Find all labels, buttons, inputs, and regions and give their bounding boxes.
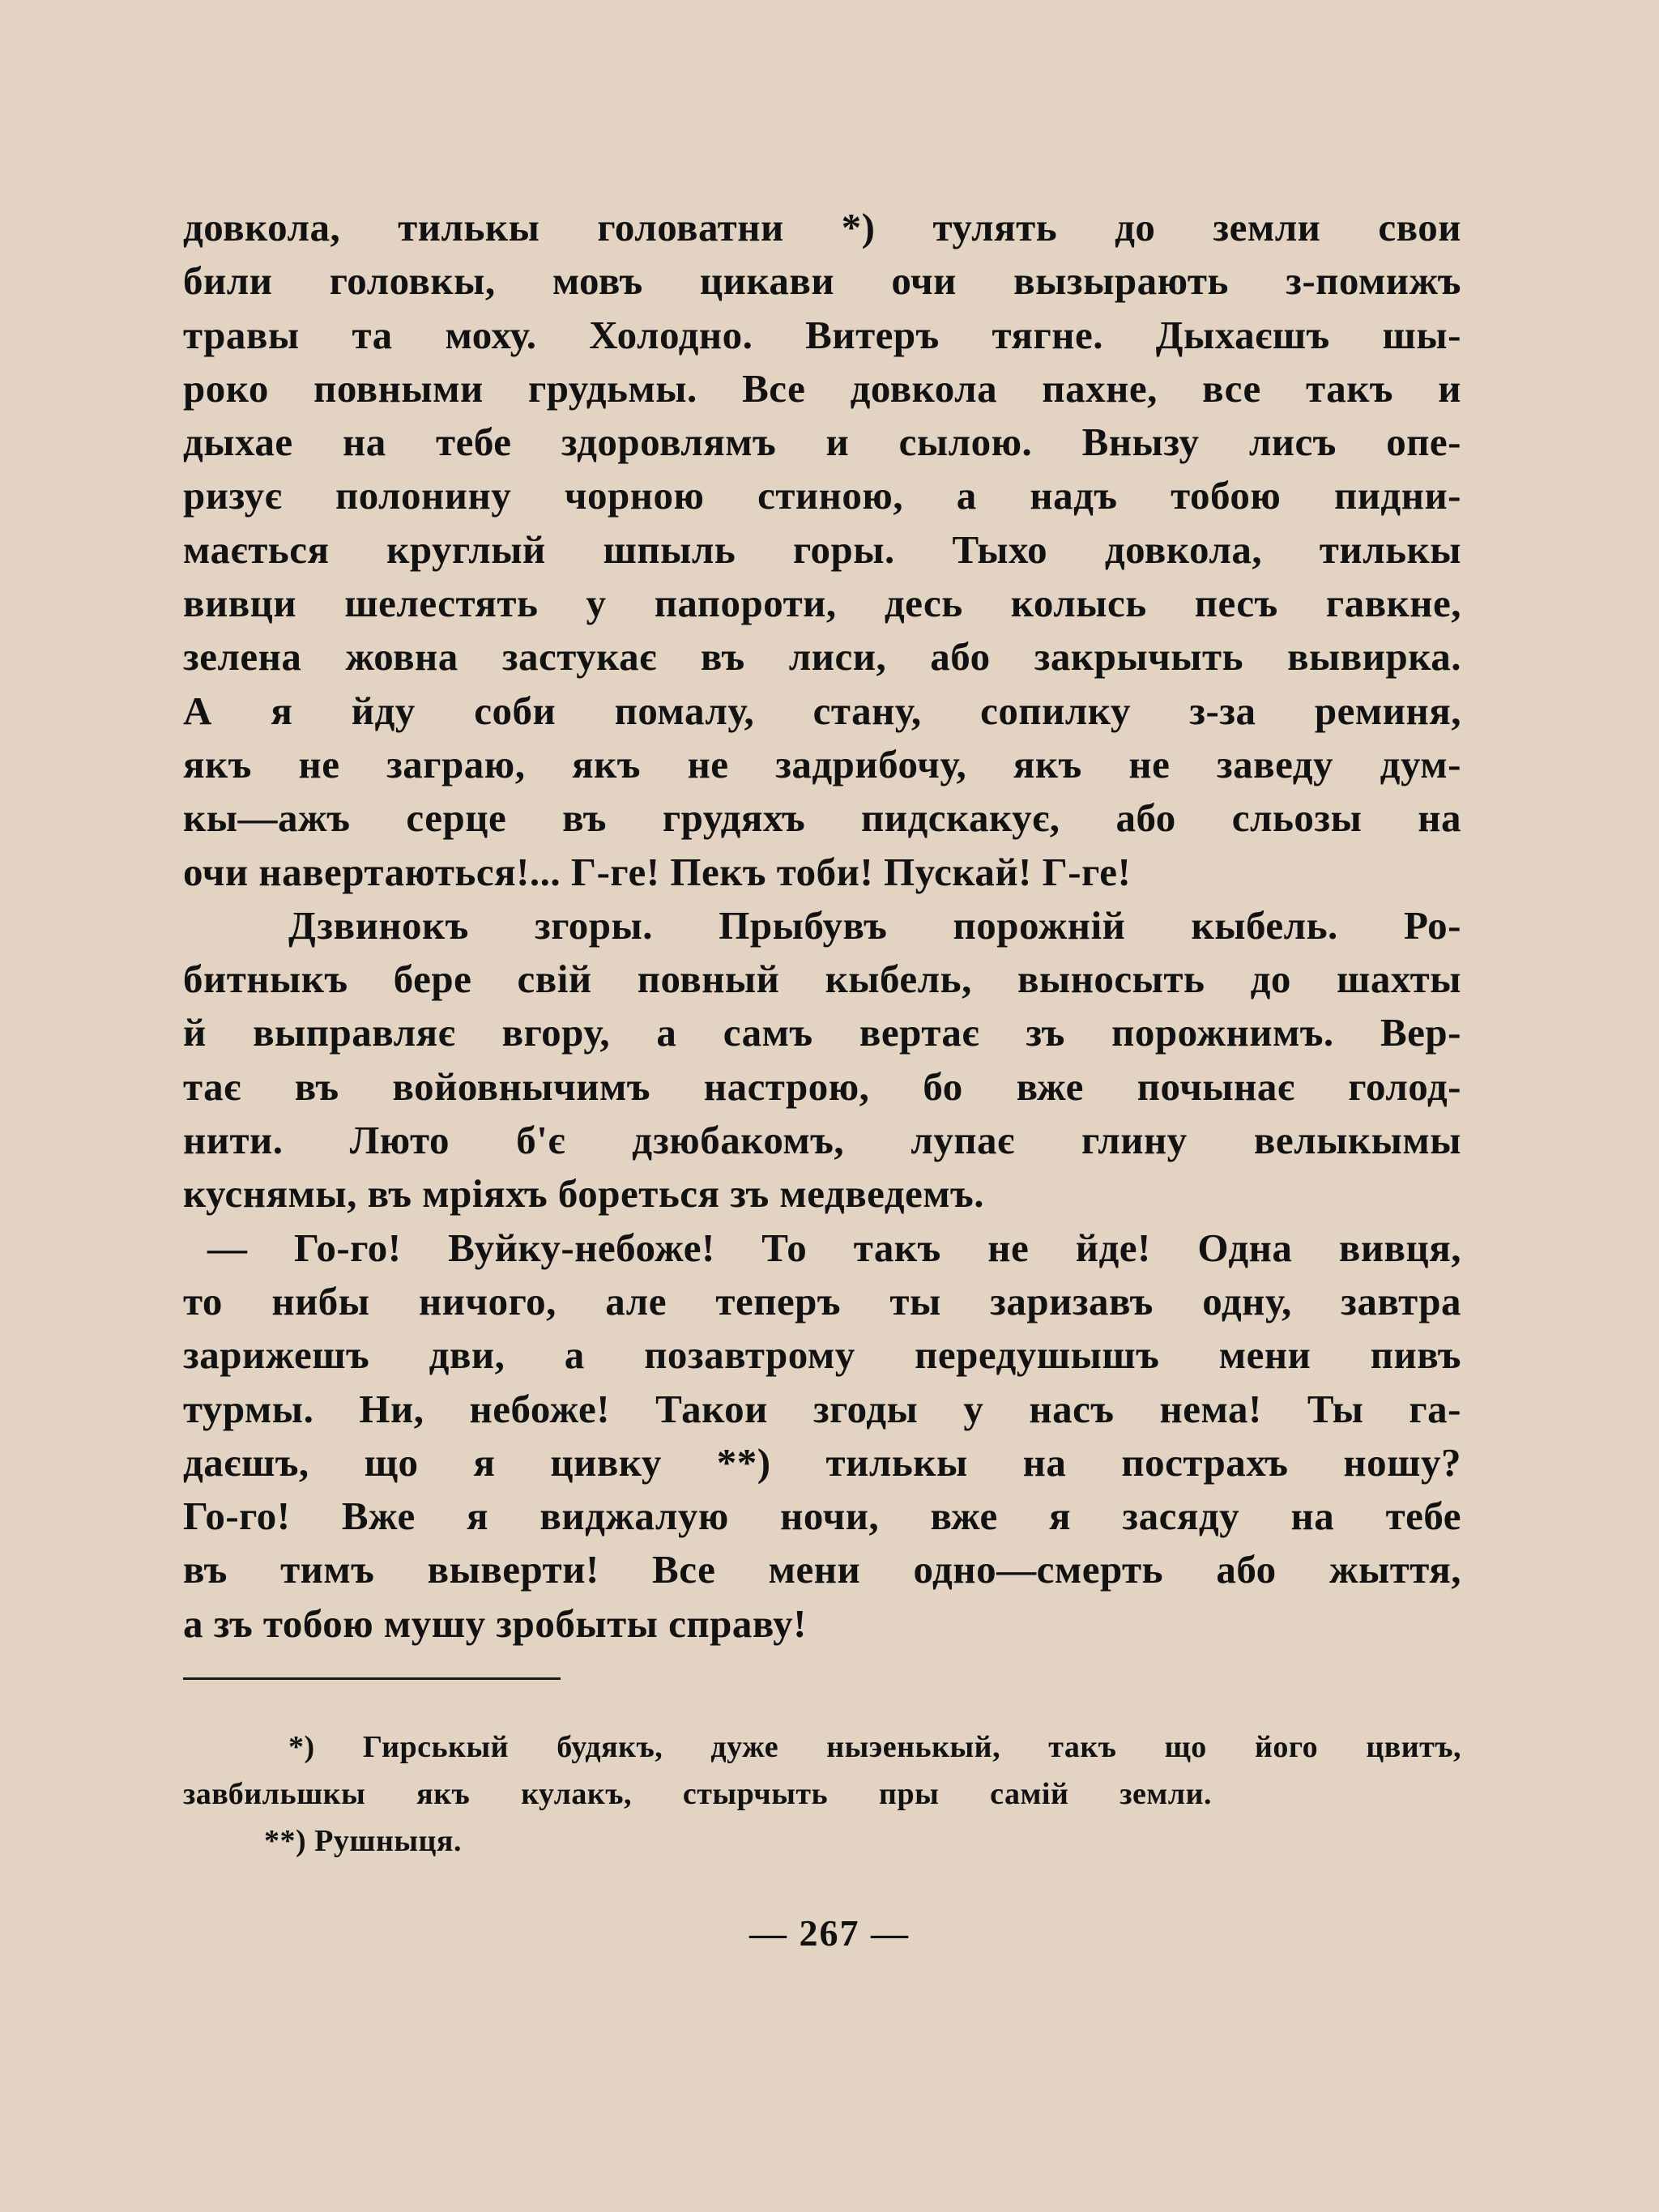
footnote-line: завбильшкы якъ кулакъ, стырчыть пры самій земли. (183, 1777, 1212, 1811)
text-line: даєшъ, що я цивку **) тилькы на пострахъ ношу? (183, 1439, 1461, 1485)
text-line: турмы. Ни, небоже! Такои згоды у насъ нема! Ты га- (183, 1386, 1461, 1431)
text-line: Го-го! Вже я виджалую ночи, вже я засяду на тебе (183, 1494, 1461, 1539)
text-line: а зъ тобою мушу зробыты справу! (183, 1600, 807, 1646)
text-line: Дзвинокъ згоры. Прыбувъ порожній кыбель. Ро- (288, 902, 1461, 948)
text-line: дыхае на тебе здоровлямъ и сылою. Внызу лисъ опе- (183, 420, 1461, 465)
text-line: й выправляє вгору, а самъ вертає зъ порожнимъ. Вер- (183, 1010, 1461, 1055)
text-line: якъ не заграю, якъ не задрибочу, якъ не заведу дум- (183, 741, 1461, 786)
text-line: зелена жовна застукає въ лиси, або закрычыть вывирка. (183, 634, 1461, 680)
text-line: зарижешъ дви, а позавтрому передушышъ мени пивъ (183, 1332, 1461, 1378)
text-line: нити. Люто б'є дзюбакомъ, лупає глину велыкымы (183, 1118, 1461, 1163)
footnote-line: **) Рушныця. (264, 1824, 462, 1858)
text-line: то нибы ничого, але теперъ ты заризавъ одну, завтра (183, 1278, 1461, 1323)
text-line: тає въ войовнычимъ настрою, бо вже почынає голод- (183, 1063, 1461, 1109)
footnote-line: *) Гирськый будякъ, дуже ныэенькый, такъ що його цвитъ, (288, 1730, 1461, 1764)
text-line: ризує полонину чорною стиною, а надъ тобою пидни- (183, 473, 1461, 518)
text-line: въ тимъ выверти! Все мени одно—смерть або жыття, (183, 1547, 1461, 1592)
text-line: битныкъ бере свій повный кыбель, выносыть до шахты (183, 957, 1461, 1002)
text-line: били головкы, мовъ цикави очи вызырають з-помижъ (183, 258, 1461, 304)
text-line: вивци шелестять у папороти, десь колысь песъ гавкне, (183, 581, 1461, 626)
text-line: роко повными грудьмы. Все довкола пахне, все такъ и (183, 365, 1461, 411)
text-line: — Го-го! Вуйку-небоже! То такъ не йде! Одна вивця, (207, 1225, 1461, 1270)
footnotes (183, 1724, 1461, 1865)
text-line: довкола, тилькы головатни *) тулять до земли свои (183, 205, 1461, 249)
text-line: куснямы, въ мріяхъ бореться зъ медведемъ. (183, 1171, 984, 1217)
text-line: А я йду соби помалу, стану, сопилку з-за реминя, (183, 688, 1461, 733)
text-line: травы та моху. Холодно. Витеръ тягне. Дыхаєшъ шы- (183, 312, 1461, 357)
page-number: — 267 — (749, 1912, 910, 1954)
text-line: очи навертаються!... Г-ге! Пекъ тоби! Пускай! Г-ге! (183, 849, 1132, 894)
footnote-divider (183, 1677, 561, 1680)
text-line: кы—ажъ серце въ грудяхъ пидскакує, або сльозы на (183, 795, 1461, 841)
body-text (183, 201, 1461, 1651)
text-line: мається круглый шпыль горы. Тыхо довкола, тилькы (183, 526, 1461, 572)
